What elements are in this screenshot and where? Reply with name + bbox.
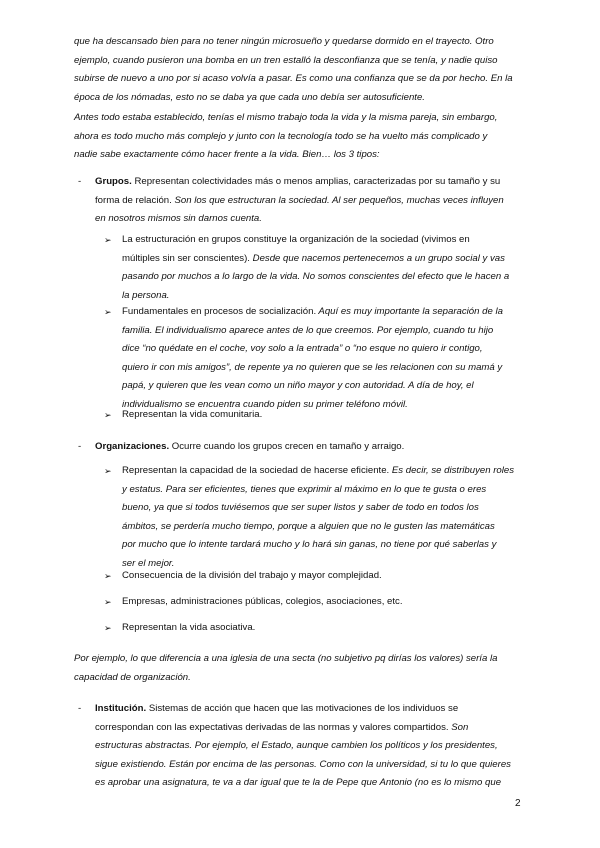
text-line: subirse de nuevo a uno por si acaso volvía a pasar. Es como una confianza que se da por hecho. En la xyxy=(74,73,513,84)
document-page: que ha descansado bien para no tener ningún microsueño y quedarse dormido en el trayecto. Otro ejemplo, cuando pusieron una bomba en un tren estalló la desconfianza que se tenía, y nadie quiso subirse de nuevo a uno por si acaso volvía a pasar. Es como una confianza que se da por hecho. En la época de los nómadas, esto no se daba ya que cada uno debía ser autosuficiente. Antes todo estaba establecido, tenías el mismo trabajo toda la vida y la misma pareja, sin embargo, ahora es todo mucho más complejo y junto con la tecnología todo se ha vuelto más complicado y nadie sabe exactamente cómo hacer frente a la vida. Bien… los 3 tipos: - Grupos. Representan colectividades más o menos amplias, caracterizadas por su tamaño y su forma de relación. Son los que estructuran la sociedad. Al ser pequeños, muchas veces influyen en nosotros mismos sin darnos cuenta. ➢ La estructuración en grupos constituye la organización de la sociedad (vivimos en múltiples sin ser conscientes). Desde que nacemos pertenecemos a un grupo social y vas pasando por muchos a lo largo de la vida. No somos conscientes del efecto que le hacen a la persona. ➢ Fundamentales en procesos de socialización. Aquí es muy importante la separación de la familia. El individualismo aparece antes de lo que creemos. Por ejemplo, cuando tu hijo dice “no quédate en el coche, voy solo a la entrada” o “no esque no quiero ir contigo, quiero ir con mis amigos”, de repente ya no quieren que se les relacionen con su mamá y papá, y quieren que les vean como un niño mayor y con autoridad. A día de hoy, el individualismo se encuentra cuando piden su primer teléfono móvil. ➢ Representan la vida comunitaria. - Organizaciones. Ocurre cuando los grupos crecen en tamaño y arraigo. ➢ Representan la capacidad de la sociedad de hacerse eficiente. Es decir, se distribuyen roles y estatus. Para ser eficientes, tienes que exprimir al máximo en lo que te gusta o eres bueno, ya que si todos tuviésemos que ser super listos y saber de todo en todos los ámbitos, se perdería mucho tiempo, porque a alguien que no le gusten las matemáticas por mucho que lo intente tardará mucho y lo hará sin ganas, no tiene por qué saberlas y ser el mejor. ➢ Consecuencia de la división del trabajo y mayor complejidad. ➢ Empresas, administraciones públicas, colegios, asociaciones, etc. ➢ Representan la vida asociativa. Por ejemplo, lo que diferencia a una iglesia de una secta (no subjetivo pq dirías los valores) sería la capacidad de organización. - Institución. Sistemas de acción que hacen que las motivaciones de los individuos se correspondan con las expectativas derivadas de las normas y valores compartidos. Son estructuras abstractas. Por ejemplo, el Estado, aunque cambien los políticos y los presidentes, sigue existiendo. Están por encima de las personas. Como con la universidad, si tu lo que quieres es aprobar una asignatura, te va a dar igual que te la de Pepe que Antonio (no es lo mismo que 2 xyxy=(0,0,600,848)
grupos-title: Grupos. xyxy=(95,176,132,187)
example-paragraph: Por ejemplo, lo que diferencia a una iglesia de una secta (no subjetivo pq dirías los valores) sería la capacidad de organización. xyxy=(74,653,498,683)
text-line: nadie sabe exactamente cómo hacer frente a la vida. Bien… los 3 tipos: xyxy=(74,149,380,160)
organizaciones-title: Organizaciones. xyxy=(95,441,170,452)
text-line: Antes todo estaba establecido, tenías el mismo trabajo toda la vida y la misma pareja, sin embargo, xyxy=(74,112,498,123)
text-line: que ha descansado bien para no tener ningún microsueño y quedarse dormido en el trayecto. Otro xyxy=(74,36,494,47)
text-line: época de los nómadas, esto no se daba ya que cada uno debía ser autosuficiente. xyxy=(74,91,425,103)
arrow-bullet-icon: ➢ xyxy=(104,623,112,633)
institucion-title: Institución. xyxy=(95,703,147,714)
arrow-bullet-icon: ➢ xyxy=(104,410,112,420)
arrow-bullet-icon: ➢ xyxy=(104,466,112,476)
dash-bullet: - xyxy=(78,176,82,187)
arrow-bullet-icon: ➢ xyxy=(104,597,112,607)
arrow-bullet-icon: ➢ xyxy=(104,571,112,581)
intro-paragraph xyxy=(74,33,526,107)
page-number: 2 xyxy=(515,798,521,809)
arrow-bullet-icon: ➢ xyxy=(104,307,112,317)
text-line: ejemplo, cuando pusieron una bomba en un tren estalló la desconfianza que se tenía, y nadie quiso xyxy=(74,54,498,66)
text-line: ahora es todo mucho más complejo y junto con la tecnología todo se ha vuelto más complicado y xyxy=(74,130,488,142)
context-paragraph xyxy=(74,109,526,165)
dash-bullet: - xyxy=(78,441,82,452)
dash-bullet: - xyxy=(78,703,82,714)
arrow-bullet-icon: ➢ xyxy=(104,235,112,245)
